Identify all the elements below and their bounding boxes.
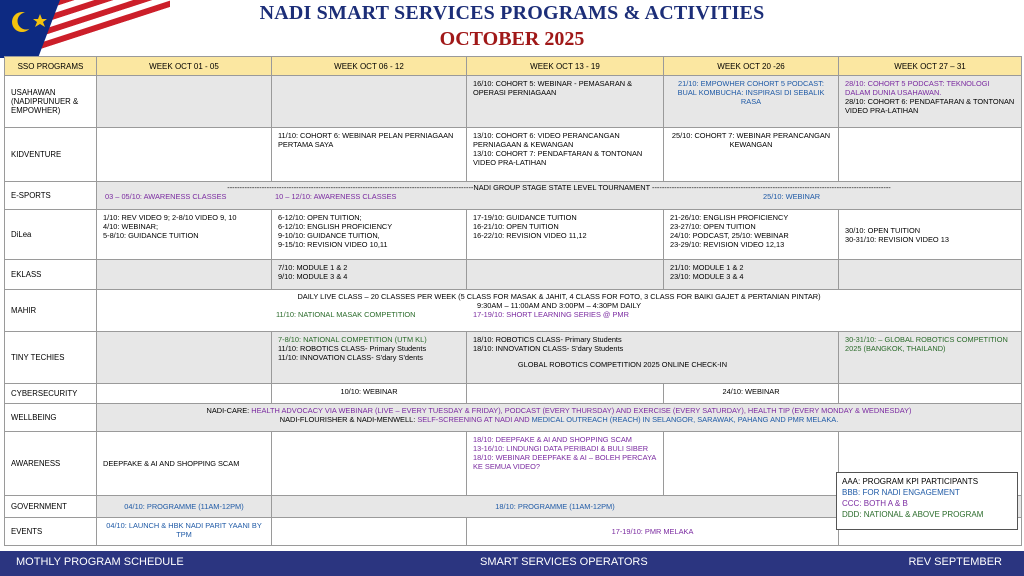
cell <box>272 432 467 496</box>
cell-line: 16-22/10: REVISION VIDEO 11,12 <box>473 231 587 240</box>
cell <box>467 384 664 404</box>
cell-line: 13/10: COHORT 6: VIDEO PERANCANGAN PERNIAGAAN & KEWANGAN <box>473 131 620 149</box>
cell-line: 5-8/10: GUIDANCE TUITION <box>103 231 199 240</box>
cell-line: 1/10: REV VIDEO 9; 2-8/10 VIDEO 9, 10 <box>103 213 237 222</box>
footer-center: SMART SERVICES OPERATORS <box>480 556 648 568</box>
row-label: KIDVENTURE <box>5 128 97 182</box>
cell <box>97 260 272 290</box>
table-row <box>5 128 1022 182</box>
cell <box>467 332 839 384</box>
cell-line: 10 – 12/10: AWARENESS CLASSES <box>275 192 397 201</box>
cell-line: 21-26/10: ENGLISH PROFICIENCY <box>670 213 789 222</box>
cell: 25/10: COHORT 7: WEBINAR PERANCANGAN KEWANGAN <box>664 128 839 182</box>
row-label: EVENTS <box>5 518 97 546</box>
row-label: CYBERSECURITY <box>5 384 97 404</box>
cell: 16/10: COHORT 5: WEBINAR - PEMASARAN & OPERASI PERNIAGAAN <box>467 76 664 128</box>
cell-line: 9-15/10: REVISION VIDEO 10,11 <box>278 240 388 249</box>
cell-line: 11/10: ROBOTICS CLASS- Primary Students <box>278 344 427 353</box>
cell <box>664 210 839 260</box>
flourisher-label: NADI-FLOURISHER & NADI-MENWELL: <box>279 415 418 424</box>
table-row <box>5 404 1022 432</box>
cell-line: 30/10: OPEN TUITION <box>845 225 921 235</box>
cell-line: 6-12/10: ENGLISH PROFICIENCY <box>278 222 393 231</box>
table-row <box>5 332 1022 384</box>
cell-line: 21/10: MODULE 1 & 2 <box>670 263 744 272</box>
cell-line: 9:30AM – 11:00AM AND 3:00PM – 4:30PM DAILY <box>476 301 642 310</box>
cell <box>97 182 1022 210</box>
page-title: NADI SMART SERVICES PROGRAMS & ACTIVITIES <box>259 2 765 24</box>
cell <box>839 128 1022 182</box>
cell <box>97 210 272 260</box>
cell <box>272 76 467 128</box>
cell: 18/10: PROGRAMME (11AM-12PM) <box>272 496 839 518</box>
column-header: WEEK OCT 20 -26 <box>664 57 839 76</box>
cell <box>839 260 1022 290</box>
cell-line: 25/10: WEBINAR <box>763 192 821 201</box>
cell-line: 18/10: DEEPFAKE & AI AND SHOPPING SCAM <box>473 435 632 444</box>
cell <box>467 210 664 260</box>
cell <box>272 518 467 546</box>
nadi-care-label: NADI-CARE: <box>206 406 252 415</box>
cell <box>97 128 272 182</box>
row-label: USAHAWAN (NADIPRUNUER & EMPOWHER) <box>5 76 97 128</box>
cell: 30-31/10: – GLOBAL ROBOTICS COMPETITION 2025 (BANGKOK, THAILAND) <box>839 332 1022 384</box>
cell-line: 23-29/10: REVISION VIDEO 12,13 <box>670 240 785 249</box>
cell-line: 16-21/10: OPEN TUITION <box>473 222 559 231</box>
cell-line: 28/10: COHORT 6: PENDAFTARAN & TONTONAN VIDEO PRA-LATIHAN <box>845 97 1015 115</box>
esports-events <box>103 192 1015 202</box>
cell-line: 7/10: MODULE 1 & 2 <box>278 263 348 272</box>
esports-banner: ----------------------------------------------------------------------------------------------------NADI GROUP STAGE STATE LEVEL TOURNAMENT ------------------------------------------------------------------------------------------------- <box>227 183 891 192</box>
cell <box>839 384 1022 404</box>
column-header: WEEK OCT 01 - 05 <box>97 57 272 76</box>
footer-left: MOTHLY PROGRAM SCHEDULE <box>16 556 184 568</box>
cell <box>664 432 839 496</box>
cell-line: 4/10: WEBINAR; <box>103 222 159 231</box>
cell <box>839 210 1022 260</box>
cell-line: 6-12/10: OPEN TUITION; <box>278 213 362 222</box>
cell: 10/10: WEBINAR <box>272 384 467 404</box>
column-header: WEEK OCT 06 - 12 <box>272 57 467 76</box>
table-header-row <box>5 57 1022 76</box>
cell <box>272 210 467 260</box>
cell-line: 18/10: WEBINAR DEEPFAKE & AI – BOLEH PERCAYA KE SEMUA VIDEO? <box>473 453 656 471</box>
column-header: WEEK OCT 13 - 19 <box>467 57 664 76</box>
cell <box>97 76 272 128</box>
cell <box>272 332 467 384</box>
row-label: TINY TECHIES <box>5 332 97 384</box>
cell-line: 11/10: NATIONAL MASAK COMPETITION <box>276 310 416 319</box>
legend-item: AAA: PROGRAM KPI PARTICIPANTS <box>842 477 979 486</box>
cell-line: 18/10: ROBOTICS CLASS- Primary Students <box>473 335 622 344</box>
cell <box>839 76 1022 128</box>
table-row <box>5 182 1022 210</box>
footer-right: REV SEPTEMBER <box>908 556 1002 568</box>
legend-item: DDD: NATIONAL & ABOVE PROGRAM <box>842 510 984 519</box>
cell <box>467 432 664 496</box>
cell-line: 7-8/10: NATIONAL COMPETITION (UTM KL) <box>278 335 427 344</box>
table-row <box>5 210 1022 260</box>
cell <box>97 404 1022 432</box>
nadi-care-text: HEALTH ADVOCACY VIA WEBINAR (LIVE – EVERY TUESDAY & FRIDAY), PODCAST (EVERY THURSDAY) AND EXERCISE (EVERY SATURDAY), HEALTH TIP (EVERY MONDAY & WEDNESDAY) <box>251 406 912 415</box>
cell-line: 23-27/10: OPEN TUITION <box>670 222 756 231</box>
column-header: WEEK OCT 27 – 31 <box>839 57 1022 76</box>
flourisher-outreach: MEDICAL OUTREACH (REACH) IN SELANGOR, SARAWAK, PAHANG AND PMR MELAKA. <box>531 415 839 424</box>
cell-line: 03 – 05/10: AWARENESS CLASSES <box>105 192 227 201</box>
flourisher-text: SELF-SCREENING AT NADI AND <box>417 415 532 424</box>
row-label: E-SPORTS <box>5 182 97 210</box>
cell-line <box>103 406 1015 415</box>
cell-line: 13/10: COHORT 7: PENDAFTARAN & TONTONAN VIDEO PRA-LATIHAN <box>473 149 643 167</box>
cell: 04/10: LAUNCH & HBK NADI PARIT YAANI BY TPM <box>97 518 272 546</box>
table-row <box>5 384 1022 404</box>
cell: 04/10: PROGRAMME (11AM-12PM) <box>97 496 272 518</box>
cell-line: 9-10/10: GUIDANCE TUITION, <box>278 231 380 240</box>
cell-line <box>103 415 1015 424</box>
cell-line: 23/10: MODULE 3 & 4 <box>670 272 744 281</box>
cell <box>664 260 839 290</box>
cell <box>97 290 1022 332</box>
row-label: EKLASS <box>5 260 97 290</box>
cell <box>467 128 664 182</box>
cell-line: 11/10: INNOVATION CLASS- S'dary S'dents <box>278 353 423 362</box>
cell-line: 13-16/10: LINDUNGI DATA PERIBADI & BULI SIBER <box>473 444 649 453</box>
table-row <box>5 260 1022 290</box>
row-label: AWARENESS <box>5 432 97 496</box>
mahir-events <box>103 310 1015 320</box>
cell <box>97 332 272 384</box>
legend-item: CCC: BOTH A & B <box>842 499 908 508</box>
cell-line: 17-19/10: GUIDANCE TUITION <box>473 213 577 222</box>
row-label: GOVERNMENT <box>5 496 97 518</box>
row-label: DiLea <box>5 210 97 260</box>
cell: 24/10: WEBINAR <box>664 384 839 404</box>
cell: DEEPFAKE & AI AND SHOPPING SCAM <box>97 432 272 496</box>
cell-line: 24/10: PODCAST, 25/10: WEBINAR <box>670 231 789 240</box>
cell <box>467 260 664 290</box>
column-header: SSO PROGRAMS <box>5 57 97 76</box>
cell <box>272 260 467 290</box>
cell: 21/10: EMPOWHER COHORT 5 PODCAST: BUAL KOMBUCHA: INSPIRASI DI SEBALIK RASA <box>664 76 839 128</box>
cell-line: 18/10: INNOVATION CLASS- S'dary Students <box>473 344 624 353</box>
table-row <box>5 290 1022 332</box>
legend <box>836 472 1018 530</box>
cell-line: 17-19/10: SHORT LEARNING SERIES @ PMR <box>473 310 629 319</box>
cell-line: DAILY LIVE CLASS – 20 CLASSES PER WEEK (5 CLASS FOR MASAK & JAHIT, 4 CLASS FOR FOTO, 3 CLASS FOR BAIKI GAJET & PERTANIAN PINTAR) <box>297 292 821 301</box>
cell-line: 28/10: COHORT 5 PODCAST: TEKNOLOGI DALAM DUNIA USAHAWAN. <box>845 79 990 97</box>
footer-bar <box>0 551 1024 576</box>
cell: 11/10: COHORT 6: WEBINAR PELAN PERNIAGAAN PERTAMA SAYA <box>272 128 467 182</box>
cell <box>97 384 272 404</box>
cell-line: 9/10: MODULE 3 & 4 <box>278 272 348 281</box>
table-row <box>5 76 1022 128</box>
page-subtitle: OCTOBER 2025 <box>439 28 585 50</box>
cell-line: GLOBAL ROBOTICS COMPETITION 2025 ONLINE CHECK-IN <box>517 360 728 369</box>
cell-line: 30-31/10: REVISION VIDEO 13 <box>845 234 949 244</box>
row-label: MAHIR <box>5 290 97 332</box>
cell: 17-19/10: PMR MELAKA <box>467 518 839 546</box>
row-label: WELLBEING <box>5 404 97 432</box>
legend-item: BBB: FOR NADI ENGAGEMENT <box>842 488 960 497</box>
